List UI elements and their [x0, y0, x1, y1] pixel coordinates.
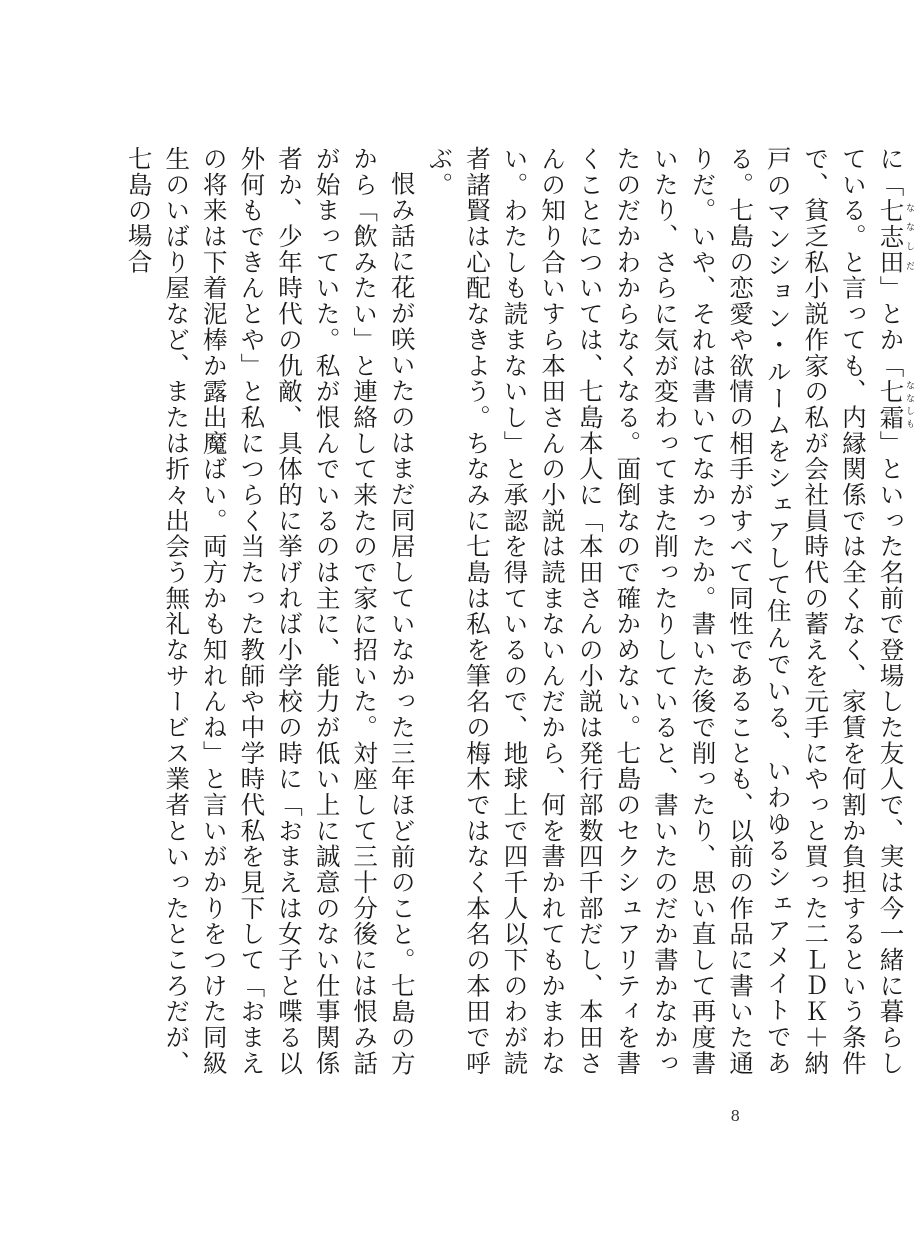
paragraph: [421, 146, 914, 1076]
text-segment: 恨み話に花が咲いたのはまだ同居していなかった三年ほど前のこと。七島の方から「飲みたい」と連絡して来たので家に招いた。対座して三十分後には恨み話が始まっていた。私が恨んでいるのは主に、能力が低い上に誠意のない仕事関係者か、少年時代の仇敵、具体的に挙げれば小学校の時に「おまえは女子と喋る以外何もできんとや」と私につらく当たった教師や中学時代私を見下して「おまえの将来は下着泥棒か露出魔ばい。両方かも知れんね」と言いがかりをつけた同級生のいばり屋など、または折々出会う無礼なサービス業者といったところだが、七島の場合: [124, 146, 417, 1076]
paragraph: [120, 146, 421, 1076]
ruby-reading: ななしも: [903, 378, 914, 431]
text-segment: 」とか「: [876, 275, 906, 379]
ruby-word: [876, 197, 914, 276]
ruby-reading: ななしだ: [903, 197, 914, 276]
ruby-base: 七志田: [876, 197, 906, 276]
ruby-word: [876, 378, 914, 431]
vertical-text-column: [120, 146, 914, 1076]
ruby-base: 七霜: [876, 378, 906, 431]
text-segment: に「: [876, 146, 906, 198]
text-segment: 」といった名前で登場した友人で、実は今一緒に暮らしている。と言っても、内縁関係では全くなく、家賃を何割か負担するという条件で、貧乏私小説作家の私が会社員時代の蓄えを元手にやっと買った二ＬＤＫ＋納戸のマンション・ルームをシェアして住んでいる、いわゆるシェアメイトである。七島の恋愛や欲情の相手がすべて同性であることも、以前の作品に書いた通りだ。いや、それは書いてなかったか。書いた後で削ったり、思い直して再度書いたり、さらに気が変わってまた削ったりしていると、書いたのだか書かなかったのだかわからなくなる。面倒なので確かめない。七島のセクシュアリティを書くことについては、七島本人に「本田さんの小説は発行部数四千部だし、本田さんの知り合いすら本田さんの小説は読まないんだから、何を書かれてもかまわない。わたしも読まないし」と承認を得ているので、地球上で四千人以下のわが読者諸賢は心配なきよう。ちなみに七島は私を筆名の梅木ではなく本名の本田で呼ぶ。: [425, 146, 906, 1077]
page-number: 8: [730, 1107, 740, 1125]
body-text: [120, 146, 914, 1077]
